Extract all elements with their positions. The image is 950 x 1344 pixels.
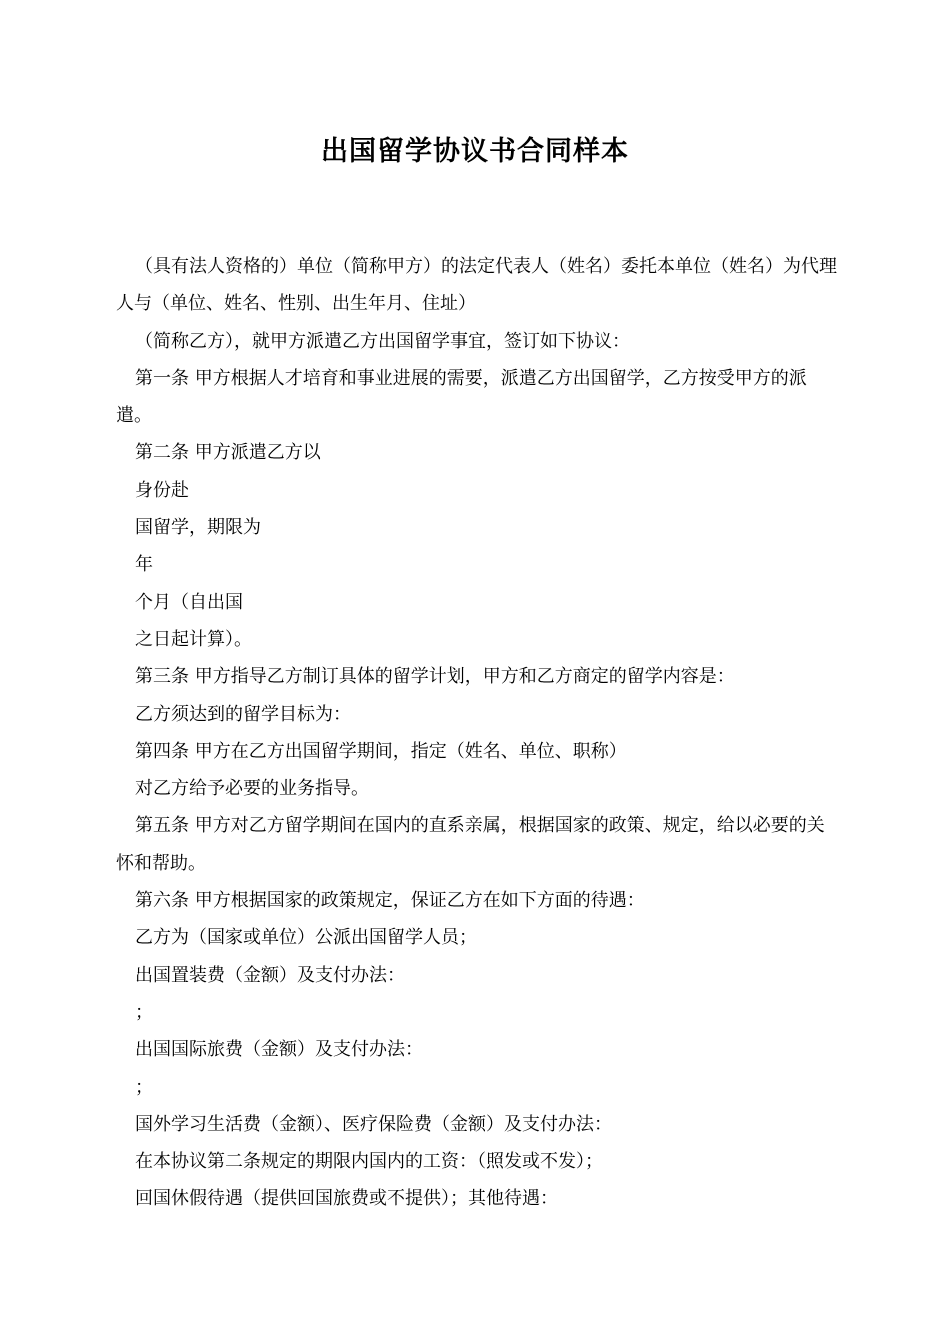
paragraph: 之日起计算）。 — [135, 628, 252, 650]
paragraph: 第一条 甲方根据人才培育和事业进展的需要，派遣乙方出国留学，乙方按受甲方的派遣。 — [116, 367, 807, 427]
paragraph: 在本协议第二条规定的期限内国内的工资：（照发或不发）； — [135, 1151, 603, 1173]
document-body — [116, 248, 838, 1218]
paragraph: 第五条 甲方对乙方留学期间在国内的直系亲属，根据国家的政策、规定，给以必要的关怀和帮助。 — [116, 815, 825, 874]
paragraph: 对乙方给予必要的业务指导。 — [135, 778, 369, 800]
paragraph: 第四条 甲方在乙方出国留学期间，指定（姓名、单位、职称） — [135, 740, 627, 762]
paragraph: 身份赴 — [135, 479, 189, 501]
paragraph: 年 — [135, 554, 153, 576]
paragraph: （简称乙方），就甲方派遣乙方出国留学事宜，签订如下协议： — [135, 330, 630, 352]
paragraph: 出国置装费（金额）及支付办法： — [135, 964, 405, 986]
paragraph: 出国国际旅费（金额）及支付办法： — [135, 1039, 423, 1061]
paragraph: 乙方须达到的留学目标为： — [135, 703, 351, 725]
paragraph: 国留学，期限为 — [135, 517, 261, 539]
paragraph: 乙方为（国家或单位）公派出国留学人员； — [135, 927, 477, 949]
paragraph: 回国休假待遇（提供回国旅费或不提供）；其他待遇： — [135, 1188, 558, 1210]
paragraph: 第二条 甲方派遣乙方以 — [135, 442, 321, 464]
paragraph: 第三条 甲方指导乙方制订具体的留学计划，甲方和乙方商定的留学内容是： — [135, 666, 735, 688]
paragraph: 第六条 甲方根据国家的政策规定，保证乙方在如下方面的待遇： — [135, 890, 645, 912]
document-title: 出国留学协议书合同样本 — [321, 136, 629, 167]
paragraph: ； — [135, 1001, 153, 1023]
paragraph: ； — [135, 1076, 153, 1098]
paragraph: 国外学习生活费（金额）、医疗保险费（金额）及支付办法： — [135, 1113, 612, 1135]
paragraph: （具有法人资格的）单位（简称甲方）的法定代表人（姓名）委托本单位（姓名）为代理人与（单位、姓名、性别、出生年月、住址） — [116, 256, 837, 315]
paragraph: 个月（自出国 — [135, 591, 243, 613]
